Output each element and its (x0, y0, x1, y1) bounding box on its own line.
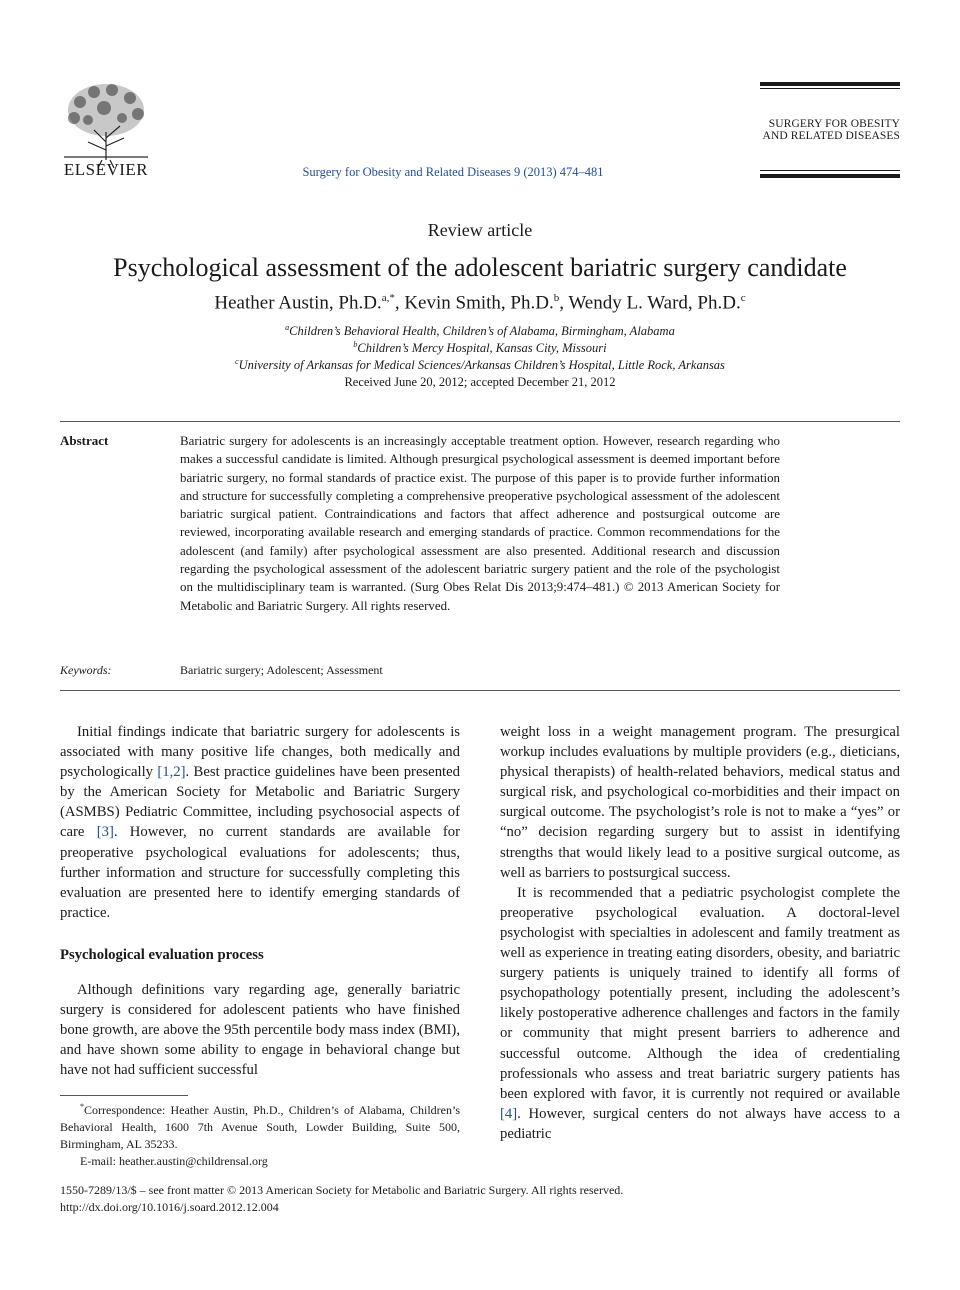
keywords-label: Keywords: (60, 663, 112, 677)
body-paragraph: weight loss in a weight management program. The presurgical workup includes evaluations by multiple providers (e.g., dieticians, physical therapists) of health-related behaviors, medical status and surgical risk, and psychological co-morbidities and their impact on surgical outcome. The psychologist’s role is not to make a “yes” or “no” decision regarding surgery but to assist in identifying strengths that would likely lead to a positive surgical outcome, as well as barriers to postsurgical success. (500, 724, 900, 881)
affiliation-text: Children’s Mercy Hospital, Kansas City, Missouri (357, 341, 607, 356)
page-footer (60, 1182, 623, 1216)
brand-bar-top (760, 82, 900, 86)
brand-bar-bottom (760, 174, 900, 178)
affiliation (0, 323, 960, 339)
section-heading: Psychological evaluation process (60, 947, 264, 963)
reference-link[interactable]: [3] (96, 824, 114, 841)
body-paragraph: Initial findings indicate that bariatric surgery for adolescents is associated with many positive life changes, both medically and psychologically [1,2]. Best practice guidelines have been presented by the American Society for Metabolic and Bariatric Surgery (ASMBS) Pediatric Committee, including psychosocial aspects of care [3]. However, no current standards are available for preoperative psychological evaluations for adolescents; thus, further information and structure for successfully completing this evaluation are presented here to identify emerging standards of practice. (60, 724, 460, 921)
divider (60, 690, 900, 691)
abstract-label: Abstract (60, 433, 109, 448)
footnote-rule (60, 1095, 188, 1096)
elsevier-logo (58, 80, 154, 178)
body-paragraph: Although definitions vary regarding age, generally bariatric surgery is considered for adolescent patients who have finished bone growth, are above the 95th percentile body mass index (BMI), and have shown some ability to engage in behavioral change but have not had sufficient successful (60, 982, 460, 1079)
author-sup[interactable]: b (553, 292, 560, 304)
brand-line-1: SURGERY FOR OBESITY (768, 118, 900, 130)
affiliation-sup: a (285, 323, 290, 332)
author-name: Heather Austin, Ph.D. (214, 292, 382, 314)
author-sup[interactable]: c (740, 292, 746, 304)
received-dates: Received June 20, 2012; accepted December 21, 2012 (344, 375, 616, 389)
journal-citation-link[interactable]: Surgery for Obesity and Related Diseases 9 (2013) 474–481 (302, 165, 604, 179)
footnote (60, 1098, 460, 1170)
brand-bar-bottom-thin (760, 170, 900, 171)
reference-link[interactable]: [1,2] (157, 764, 186, 781)
affiliation-sup: c (235, 357, 239, 366)
divider (60, 421, 900, 422)
affiliation-text: Children’s Behavioral Health, Children’s of Alabama, Birmingham, Alabama (289, 324, 675, 339)
affiliation (0, 340, 960, 356)
brand-line-2: AND RELATED DISEASES (762, 130, 900, 142)
correspondence: *Correspondence: Heather Austin, Ph.D., Children’s of Alabama, Children’s Behavioral Health, 1600 7th Avenue South, Lowder Building, Suite 500, Birmingham, AL 35233. (60, 1102, 460, 1151)
article-title: Psychological assessment of the adolescent bariatric surgery candidate (113, 253, 847, 282)
author-name: Wendy L. Ward, Ph.D. (568, 292, 741, 314)
author-sup[interactable]: a,* (381, 292, 395, 304)
keywords-text: Bariatric surgery; Adolescent; Assessment (180, 663, 383, 677)
copyright-line: 1550-7289/13/$ – see front matter © 2013 American Society for Metabolic and Bariatric Surgery. All rights reserved. (60, 1183, 624, 1197)
affiliation-sup: b (353, 340, 358, 349)
article-type: Review article (427, 220, 533, 240)
brand-bar-top-thin (760, 88, 900, 89)
footnote-marker: * (80, 1102, 84, 1111)
affiliation-text: University of Arkansas for Medical Sciences/Arkansas Children’s Hospital, Little Rock, Arkansas (238, 358, 725, 373)
author-list: Heather Austin, Ph.D.$^{a,*}$, Kevin Smith, Ph.D.$^b$, Wendy L. Ward, Ph.D.$^c$ (214, 292, 746, 314)
email[interactable]: E-mail: heather.austin@childrensal.org (80, 1154, 268, 1168)
abstract-text: Bariatric surgery for adolescents is an increasingly acceptable treatment option. However, research regarding who makes a successful candidate is limited. Although presurgical psychological assessment is deemed important before bariatric surgery, no formal standards of practice exist. The purpose of this paper is to provide further information and structure for successfully completing a comprehensive preoperative psychological assessment of the adolescent bariatric surgical patient. Contraindications and factors that affect adherence and postsurgical outcome are reviewed, incorporating available research and emerging standards of practice. Common recommendations for the adolescent (and family) after psychological assessment are also presented. Additional research and discussion regarding the psychological assessment of the adolescent bariatric surgery patient and the role of the psychologist on the multidisciplinary team is warranted. (Surg Obes Relat Dis 2013;9:474–481.) © 2013 American Society for Metabolic and Bariatric Surgery. All rights reserved. (180, 434, 780, 613)
affiliation (0, 357, 960, 373)
publisher-name: ELSEVIER (63, 160, 149, 179)
author-name: Kevin Smith, Ph.D. (404, 292, 554, 314)
body-column-left (60, 722, 460, 923)
journal-brand (700, 118, 900, 142)
body-column-right (500, 722, 900, 1144)
reference-link[interactable]: [4] (500, 1105, 518, 1122)
body-column-left-continued (60, 980, 460, 1080)
doi-link[interactable]: http://dx.doi.org/10.1016/j.soard.2012.12.004 (60, 1200, 279, 1214)
body-paragraph: It is recommended that a pediatric psychologist complete the preoperative psychological evaluation. A doctoral-level psychologist with specialties in adolescent and family treatment as well as experience in treating eating disorders, obesity, and bariatric surgery patients is uniquely trained to identify all forms of psychopathology potentially present, including the adolescent’s likely postoperative adherence challenges and factors in the family or community that might present barriers to adherence and successful outcome. Although the idea of credentialing professionals who assess and treat bariatric surgery patients has been explored with favor, it is currently not required or available [4]. However, surgical centers do not always have access to a pediatric (500, 884, 900, 1142)
